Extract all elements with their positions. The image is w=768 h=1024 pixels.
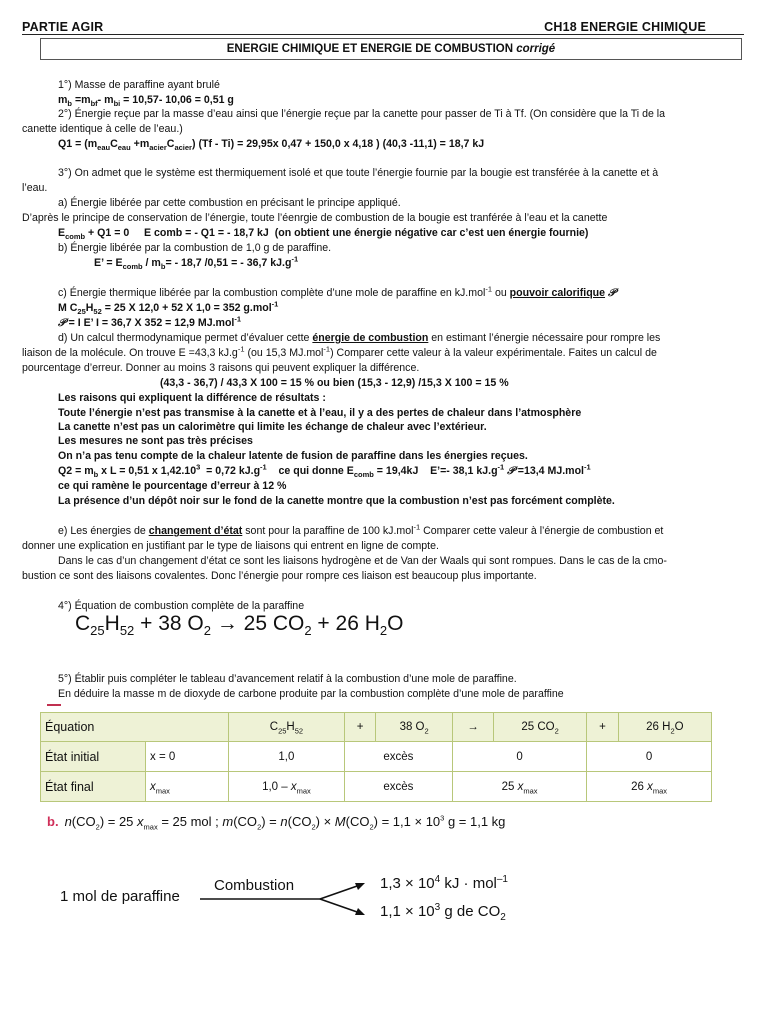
row-label-final: État final <box>41 772 146 802</box>
q3a-question: a) Énergie libérée par cette combustion en précisant le principe appliqué. <box>58 197 401 209</box>
q3d-latent-heat-calc: $Q2 = m_b$ x L = 0,51 x 1,42.10$^3$ = 0,72 $kJ.g^{-1}$ ce qui donne $E_{comb} = 19,4kJ$ E’=- 38,1 $kJ.g^{-1}$ 𝒫 =13,4 MJ.mol$^{-1}$ <box>58 462 591 480</box>
q3e-answer-2: bustion ce sont des liaisons covalentes. Donc l’énergie pour rompre ces liaison est beaucoup plus importante. <box>22 570 537 582</box>
cell-x-initial: x = 0 <box>146 742 229 772</box>
q3b-answer: E’ = $E_{comb} / m_b= - 18,7$ /0,51 = - 36,7 $kJ.g^{-1}$ <box>94 254 299 272</box>
q4-heading: 4°) Équation de combustion complète de la paraffine <box>58 600 305 612</box>
cell-o2: 38 $O_2$ <box>376 713 453 742</box>
cell-plus: + <box>344 713 376 742</box>
table-row <box>41 713 712 742</box>
table-row <box>41 772 712 802</box>
q3d-percent-error: (43,3 - 36,7) / 43,3 X 100 = 15 % ou bien (15,3 - 12,9) /15,3 X 100 = 15 % <box>160 377 509 389</box>
cell-c25h52: $C_{25}H_{52}$ <box>229 713 345 742</box>
cell-initial-co2: 0 <box>452 742 586 772</box>
q3d-black-deposit: La présence d’un dépôt noir sur le fond de la canette montre que la combustion n’est pas forcément complète. <box>58 495 615 507</box>
q3a-answer-eq: $E_{comb} + Q1 = 0$ E comb = - Q1 = - 18,7 kJ (on obtient une énergie négative car c’est uen énergie fournie) <box>58 227 589 242</box>
row-label-initial: État initial <box>41 742 146 772</box>
title-suffix: corrigé <box>516 43 556 55</box>
q3d-question-cont2: pourcentage d’erreur. Donner au moins 3 raisons qui peuvent expliquer la différence. <box>22 362 420 374</box>
flow-output-energy: $1,3 \times 10^4$ kJ · mol$^{-1}$ <box>380 874 508 892</box>
q3d-reason-1: Toute l’énergie n’est pas transmise à la canette et à l’eau, il y a des pertes de chaleur dans l’atmosphère <box>58 407 582 419</box>
cell-final-co2: 25 $x_{max}$ <box>452 772 586 802</box>
q2-heading-cont: canette identique à celle de l’eau.) <box>22 123 183 135</box>
cell-plus-2: + <box>587 713 619 742</box>
q3d-question: d) Un calcul thermodynamique permet d’évaluer cette énergie de combustion en estimant l’énergie nécessaire pour rompre les <box>58 332 661 344</box>
document-title <box>40 38 742 60</box>
q5-heading-cont: En déduire la masse m de dioxyde de carbone produite par la combustion complète d’une mole de paraffine <box>58 688 564 700</box>
flow-process-label: Combustion <box>214 877 295 894</box>
cell-x-final: $x_{max}$ <box>146 772 229 802</box>
q3c-answer: 𝒫 = I E’ I = 36,7 X 352 = 12,9 MJ.mol$^{-1}$ <box>58 314 242 329</box>
q3a-answer-text: D’après le principe de conservation de l’énergie, toute l’éenrgie de combustion de la bougie est tranférée à l’eau et la canette <box>22 212 608 224</box>
table-row <box>41 742 712 772</box>
header-right: CH18 ENERGIE CHIMIQUE <box>544 20 706 34</box>
q3-heading: 3°) On admet que le système est thermiquement isolé et que toute l’énergie fournie par la bougie est transférée à la canette et à <box>58 167 659 179</box>
cell-initial-o2: excès <box>344 742 452 772</box>
flow-source: 1 mol de paraffine <box>60 888 180 905</box>
q3e-question-cont: donner une explication en justifiant par le type de liaisons qui entrent en ligne de compte. <box>22 540 439 552</box>
q3c-molar-mass: M $C_{25}H_{52} = 25$ X 12,0 + 52 X 1,0 = 352 g.mol$^{-1}$ <box>58 299 279 317</box>
cell-initial-h2o: 0 <box>587 742 712 772</box>
cell-final-o2: excès <box>344 772 452 802</box>
q3e-answer-1: Dans le cas d’un changement d’état ce sont les liaisons hydrogène et de Van der Waals qui sont rompues. Dans le cas de la cmo- <box>58 555 667 567</box>
combustion-equation: $C_{25}H_{52} + 38$ $O_2 \to 25$ $CO_2 + 26$ $H_2O$ <box>75 612 404 639</box>
q3d-question-cont: liaison de la molécule. On trouve E =43,3 $kJ.g^{-1}$ (ou 15,3 MJ.mol$^{-1}$) Comparer cette valeur à la valeur expérimentale. Faites un calcul de <box>22 344 657 359</box>
cell-initial-paraffin: 1,0 <box>229 742 345 772</box>
answer-b: b. $n(CO_2) = 25$ $x_{max} = 25$ mol ; $m(CO_2) = n(CO_2) \times M(CO_2) = 1,1 \times 10^3$ g = 1,1 kg <box>47 813 506 832</box>
cell-final-h2o: 26 $x_{max}$ <box>587 772 712 802</box>
q3d-reason-2: La canette n’est pas un calorimètre qui limite les échange de chaleur avec l’extérieur. <box>58 421 487 433</box>
q3d-reason-4: On n’a pas tenu compte de la chaleur latente de fusion de paraffine dans les énergies reçues. <box>58 450 528 462</box>
q3d-new-error: ce qui ramène le pourcentage d’erreur à 12 % <box>58 480 287 492</box>
red-mark <box>47 704 61 706</box>
q1-answer: $m_b =m_{bf}-$ $m_{bi} = 10,57-$ 10,06 = 0,51 g <box>58 94 234 109</box>
row-label-equation: Équation <box>41 713 229 742</box>
q3b-question: b) Énergie libérée par la combustion de 1,0 g de paraffine. <box>58 242 332 254</box>
advancement-table <box>40 712 712 802</box>
q2-heading: 2°) Énergie reçue par la masse d’eau ainsi que l’énergie reçue par la canette pour passer de Ti à Tf. (On considère que la Ti de la <box>58 108 666 120</box>
flow-arrows <box>200 880 380 920</box>
flow-output-mass: $1,1 \times 10^3$ g de $CO_2$ <box>380 902 506 923</box>
q3d-reasons-title: Les raisons qui expliquent la différence de résultats : <box>58 392 326 404</box>
cell-final-paraffin: $1,0 - x_{max}$ <box>229 772 345 802</box>
q3e-question: e) Les énergies de changement d’état sont pour la paraffine de 100 kJ.mol$^{-1}$ Comparer cette valeur à l’énergie de combustion et <box>58 522 664 537</box>
cell-arrow: → <box>452 713 493 742</box>
cell-h2o: 26 $H_2O$ <box>618 713 711 742</box>
q3d-reason-3: Les mesures ne sont pas très précises <box>58 435 253 447</box>
q2-answer: $Q1 = (m_{eau}C_{eau} +m_{acier}C_{acier})$ (Tf - Ti) = 29,95x 0,47 + 150,0 x 4,18 ) (40,3 -11,1) = 18,7 kJ <box>58 138 485 153</box>
title-main: ENERGIE CHIMIQUE ET ENERGIE DE COMBUSTION <box>226 43 514 55</box>
q3-heading-cont: l’eau. <box>22 182 48 194</box>
cell-co2: 25 $CO_2$ <box>494 713 587 742</box>
q5-heading: 5°) Établir puis compléter le tableau d’avancement relatif à la combustion d’une mole de paraffine. <box>58 673 517 685</box>
q1-heading: 1°) Masse de paraffine ayant brulé <box>58 79 220 91</box>
header-left: PARTIE AGIR <box>22 20 104 34</box>
header-rule <box>22 34 744 35</box>
q3c-question: c) Énergie thermique libérée par la combustion complète d’une mole de paraffine en kJ.mol$^{-1}$ ou pouvoir calorifique 𝒫 <box>58 284 616 299</box>
